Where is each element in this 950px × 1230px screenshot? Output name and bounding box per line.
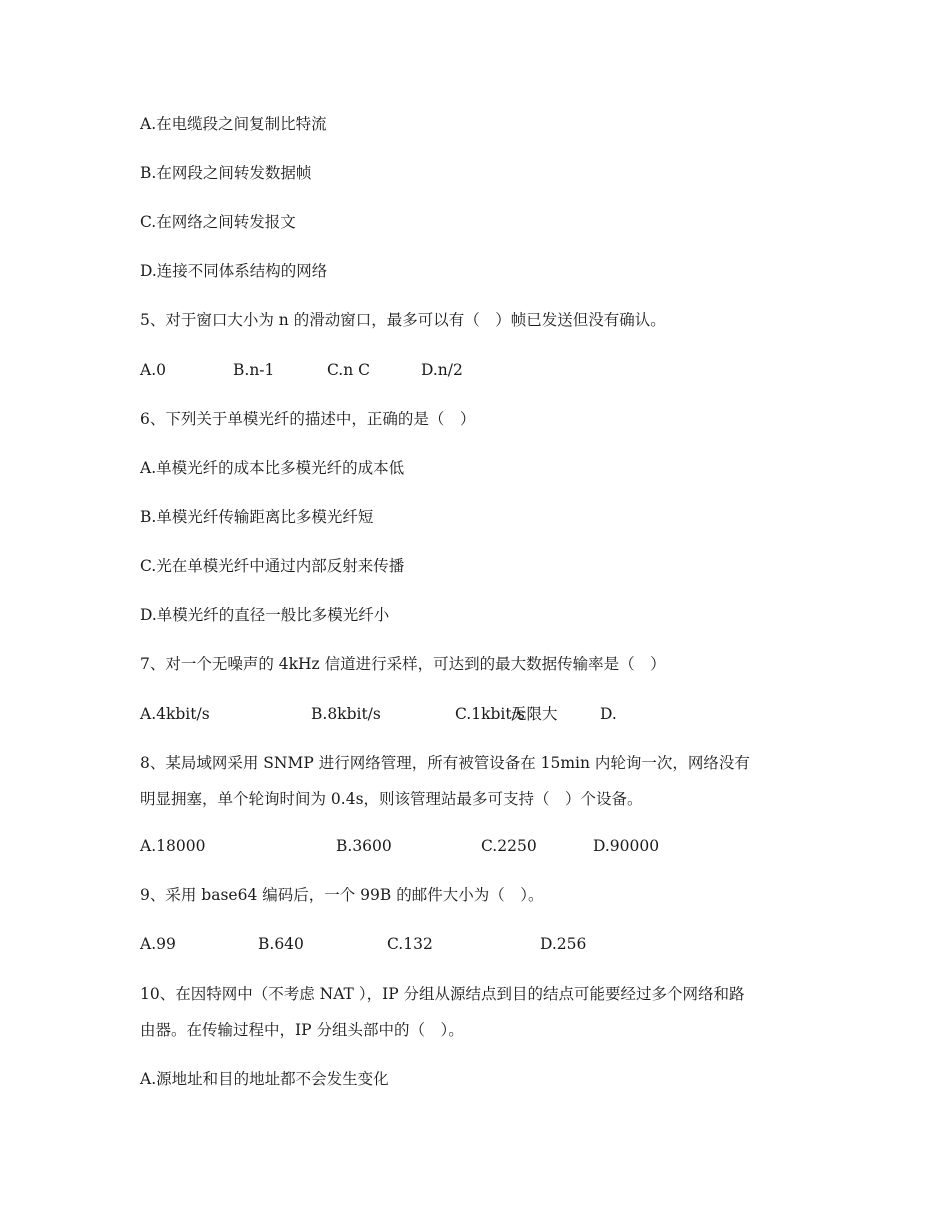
q8-option-c: C.2250 — [481, 837, 537, 855]
q9-option-c: C.132 — [387, 935, 433, 953]
q8-option-d: D.90000 — [593, 837, 660, 855]
q5-option-a: A.0 — [140, 361, 166, 379]
q9-option-d: D.256 — [540, 935, 587, 953]
q9-option-b: B.640 — [258, 935, 304, 953]
q5-option-b: B.n-1 — [233, 361, 275, 379]
q5-stem: 5、对于窗口大小为 n 的滑动窗口，最多可以有（ ）帧已发送但没有确认。 — [140, 311, 666, 329]
q7-option-b: B.8kbit/s — [311, 705, 381, 723]
q4-option-b: B.在网段之间转发数据帧 — [140, 164, 312, 182]
q8-stem-line1: 8、某局域网采用 SNMP 进行网络管理，所有被管设备在 15min 内轮询一次，网络没有 — [140, 754, 750, 772]
q5-option-c: C.n C — [327, 361, 371, 379]
q7-option-overlap-text: 无限大 — [511, 705, 558, 723]
q4-option-d: D.连接不同体系结构的网络 — [140, 262, 328, 280]
q7-option-d: D. — [600, 705, 617, 723]
q6-option-b: B.单模光纤传输距离比多模光纤短 — [140, 508, 374, 526]
q5-option-d: D.n/2 — [421, 361, 463, 379]
q4-option-a: A.在电缆段之间复制比特流 — [140, 115, 327, 133]
q7-option-a: A.4kbit/s — [140, 705, 210, 723]
q6-option-c: C.光在单模光纤中通过内部反射来传播 — [140, 557, 405, 575]
q4-option-c: C.在网络之间转发报文 — [140, 213, 296, 231]
q8-stem-line2: 明显拥塞，单个轮询时间为 0.4s，则该管理站最多可支持（ ）个设备。 — [140, 790, 643, 808]
q8-option-a: A.18000 — [140, 837, 206, 855]
q7-option-c: C.1kbit/s — [455, 705, 525, 723]
q7-stem: 7、对一个无噪声的 4kHz 信道进行采样，可达到的最大数据传输率是（ ） — [140, 655, 666, 673]
q9-option-a: A.99 — [140, 935, 176, 953]
q10-stem-line2: 由器。在传输过程中，IP 分组头部中的（ ）。 — [140, 1021, 464, 1039]
q8-option-b: B.3600 — [336, 837, 392, 855]
q9-stem: 9、采用 base64 编码后，一个 99B 的邮件大小为（ ）。 — [140, 886, 544, 904]
q10-option-a: A.源地址和目的地址都不会发生变化 — [140, 1070, 389, 1088]
q6-option-d: D.单模光纤的直径一般比多模光纤小 — [140, 606, 390, 624]
q10-stem-line1: 10、在因特网中（不考虑 NAT ），IP 分组从源结点到目的结点可能要经过多个网络和路 — [140, 985, 745, 1003]
q6-option-a: A.单模光纤的成本比多模光纤的成本低 — [140, 459, 405, 477]
q6-stem: 6、下列关于单模光纤的描述中，正确的是（ ） — [140, 410, 476, 428]
